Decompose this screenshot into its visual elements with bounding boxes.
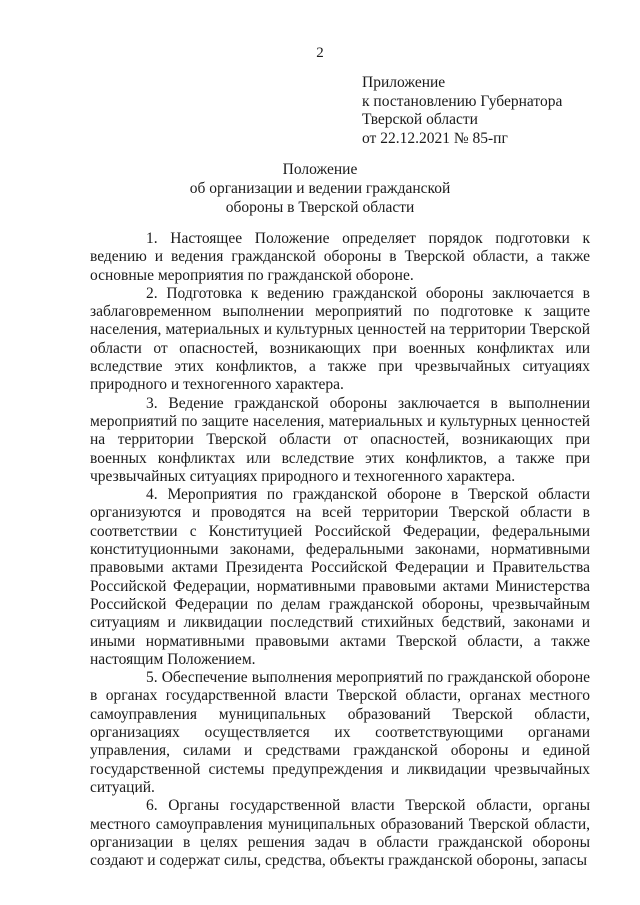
paragraph-6: 6. Органы государственной власти Тверской области, органы местного самоуправления муниципальных образований Тверской области, организации в целях решения задач в области гражданской обороны создают и содержат силы, средства, объекты гражданской обороны, запасы: [90, 797, 590, 870]
paragraph-5: 5. Обеспечение выполнения мероприятий по гражданской обороне в органах государственной власти Тверской области, органах местного самоуправления муниципальных образований Тверской области, организациях осуществляется их соответствующими органами управления, силами и средствами гражданской обороны и единой государственной системы предупреждения и ликвидации чрезвычайных ситуаций.: [90, 669, 590, 796]
paragraph-2: 2. Подготовка к ведению гражданской обороны заключается в заблаговременном выполнении мероприятий по подготовке к защите населения, материальных и культурных ценностей на территории Тверской области от опасностей, возникающих при военных конфликтах или вследствие этих конфликтов, а также при чрезвычайных ситуациях природного и техногенного характера.: [90, 284, 590, 394]
paragraph-4: 4. Мероприятия по гражданской обороне в Тверской области организуются и проводятся на всей территории Тверской области в соответствии с Конституцией Российской Федерации, федеральными конституционными законами, федеральными законами, нормативными правовыми актами Президента Российской Федерации и Правительства Российской Федерации, нормативными правовыми актами Министерства Российской Федерации по делам гражданской обороны, чрезвычайным ситуациям и ликвидации последствий стихийных бедствий, законами и иными нормативными правовыми актами Тверской области, а также настоящим Положением.: [90, 486, 590, 668]
appendix-line-4: от 22.12.2021 № 85-пг: [362, 129, 508, 147]
appendix-line-2: к постановлению Губернатора: [362, 92, 563, 110]
document-title: [0, 160, 640, 217]
title-line-3: обороны в Тверской области: [225, 199, 415, 216]
page-number: 2: [316, 45, 324, 61]
appendix-block: [362, 74, 562, 148]
document-body: [90, 230, 590, 870]
paragraph-1: 1. Настоящее Положение определяет порядок подготовки к ведению и ведения гражданской обороны в Тверской области, а также основные мероприятия по гражданской обороне.: [90, 230, 590, 284]
title-line-2: об организации и ведении гражданской: [189, 180, 451, 197]
appendix-line-1: Приложение: [362, 74, 446, 91]
paragraph-3: 3. Ведение гражданской обороны заключается в выполнении мероприятий по защите населения, материальных и культурных ценностей на территории Тверской области от опасностей, возникающих при военных конфликтах или вследствие этих конфликтов, а также при чрезвычайных ситуациях природного и техногенного характера.: [90, 394, 590, 485]
title-line-1: Положение: [282, 161, 358, 178]
appendix-line-3: Тверской области: [362, 111, 478, 128]
